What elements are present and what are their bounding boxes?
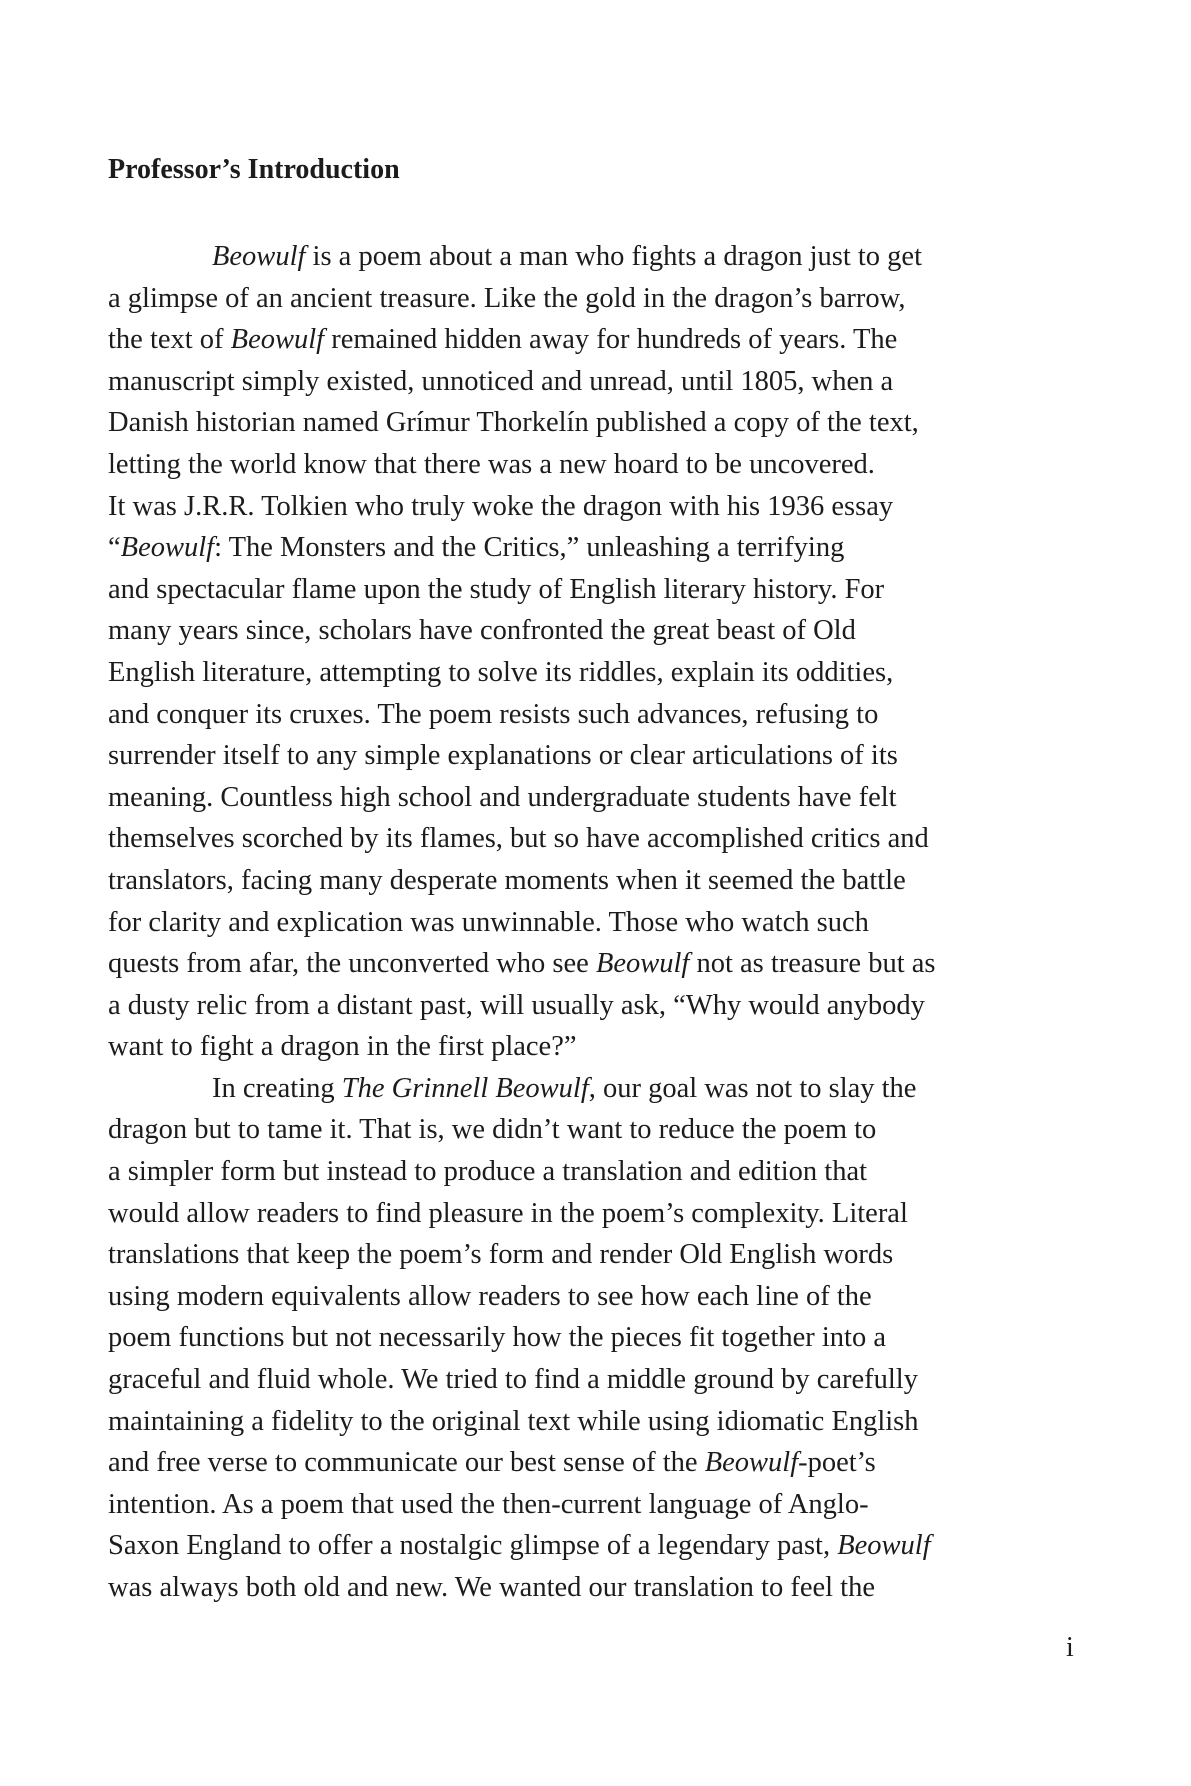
text-line [108,777,1068,819]
text-segment: and spectacular flame upon the study of English literary history. For [108,573,885,605]
text-segment: meaning. Countless high school and undergraduate students have felt [108,781,897,813]
text-segment: using modern equivalents allow readers to see how each line of the [108,1280,872,1312]
text-segment: dragon but to tame it. That is, we didn’t want to reduce the poem to [108,1114,877,1146]
text-line [108,569,1068,611]
text-line [108,1317,1068,1359]
text-line [108,902,1068,944]
page-number: i [1066,1632,1074,1663]
text-segment: Danish historian named Grímur Thorkelín published a copy of the text, [108,407,919,439]
text-segment: letting the world know that there was a new hoard to be uncovered. [108,448,875,480]
text-segment: : The Monsters and the Critics,” unleashing a terrifying [214,532,845,564]
text-segment: It was J.R.R. Tolkien who truly woke the dragon with his 1936 essay [108,490,894,522]
text-segment: -poet’s [798,1447,876,1479]
text-segment: , our goal was not to slay the [588,1072,917,1104]
text-segment: translations that keep the poem’s form and render Old English words [108,1239,894,1271]
text-line [108,735,1068,777]
text-segment: and conquer its cruxes. The poem resists such advances, refusing to [108,698,879,730]
text-segment: “ [108,532,121,564]
text-line [108,610,1068,652]
text-line [108,1193,1068,1235]
text-line [108,1359,1068,1401]
text-line [108,1525,1068,1567]
text-line [108,1234,1068,1276]
text-line [108,1151,1068,1193]
text-segment: graceful and fluid whole. We tried to find a middle ground by carefully [108,1364,918,1396]
text-line [108,1484,1068,1526]
text-segment: manuscript simply existed, unnoticed and unread, until 1805, when a [108,365,894,397]
text-line [108,652,1068,694]
text-segment: and free verse to communicate our best sense of the [108,1447,705,1479]
text-segment: is a poem about a man who fights a dragon just to get [305,241,922,272]
text-line [108,444,1068,486]
text-line [108,361,1068,403]
text-segment: poem functions but not necessarily how the pieces fit together into a [108,1322,887,1354]
italic-text: The Grinnell Beowulf [341,1072,589,1104]
text-segment: many years since, scholars have confronted the great beast of Old [108,615,856,647]
text-line [108,1068,1068,1110]
text-segment: maintaining a fidelity to the original text while using idiomatic English [108,1405,919,1437]
text-segment: Saxon England to offer a nostalgic glimpse of a legendary past, [108,1530,838,1562]
text-segment: In creating [212,1072,342,1104]
text-line [108,943,1068,985]
text-line [108,860,1068,902]
text-line [108,527,1068,569]
italic-text: Beowulf [704,1447,799,1479]
text-segment: not as treasure but as [689,948,936,980]
text-line [108,1276,1068,1318]
text-line [108,1401,1068,1443]
text-segment: themselves scorched by its flames, but so have accomplished critics and [108,823,929,855]
body-text [108,236,1068,1609]
text-segment: surrender itself to any simple explanations or clear articulations of its [108,740,898,772]
text-line [108,402,1068,444]
italic-text: Beowulf [212,241,306,272]
text-segment: remained hidden away for hundreds of years. The [324,324,898,356]
text-segment: the text of [108,324,231,356]
text-segment: translators, facing many desperate moments when it seemed the battle [108,864,906,896]
italic-text: Beowulf [837,1530,931,1562]
text-line [108,1442,1068,1484]
text-line [108,694,1068,736]
text-line [108,319,1068,361]
text-segment: quests from afar, the unconverted who see [108,948,596,980]
text-segment: a simpler form but instead to produce a translation and edition that [108,1156,868,1188]
text-line [108,486,1068,528]
text-segment: want to fight a dragon in the first place?” [108,1031,577,1063]
italic-text: Beowulf [595,948,690,980]
text-segment: was always both old and new. We wanted our translation to feel the [108,1572,875,1603]
text-segment: English literature, attempting to solve its riddles, explain its oddities, [108,656,894,688]
text-segment: a glimpse of an ancient treasure. Like the gold in the dragon’s barrow, [108,282,906,314]
text-segment: for clarity and explication was unwinnable. Those who watch such [108,906,869,938]
text-line [108,818,1068,860]
text-segment: intention. As a poem that used the then-current language of Anglo- [108,1488,869,1520]
text-line [108,278,1068,320]
text-line [108,1109,1068,1151]
text-line [108,1567,1068,1609]
italic-text: Beowulf [120,532,215,564]
text-segment: a dusty relic from a distant past, will usually ask, “Why would anybody [108,989,925,1021]
italic-text: Beowulf [230,324,325,356]
text-line [108,1026,1068,1068]
text-segment: would allow readers to find pleasure in the poem’s complexity. Literal [108,1197,908,1229]
text-line [108,985,1068,1027]
text-line [108,236,1068,278]
page-title: Professor’s Introduction [108,154,400,185]
